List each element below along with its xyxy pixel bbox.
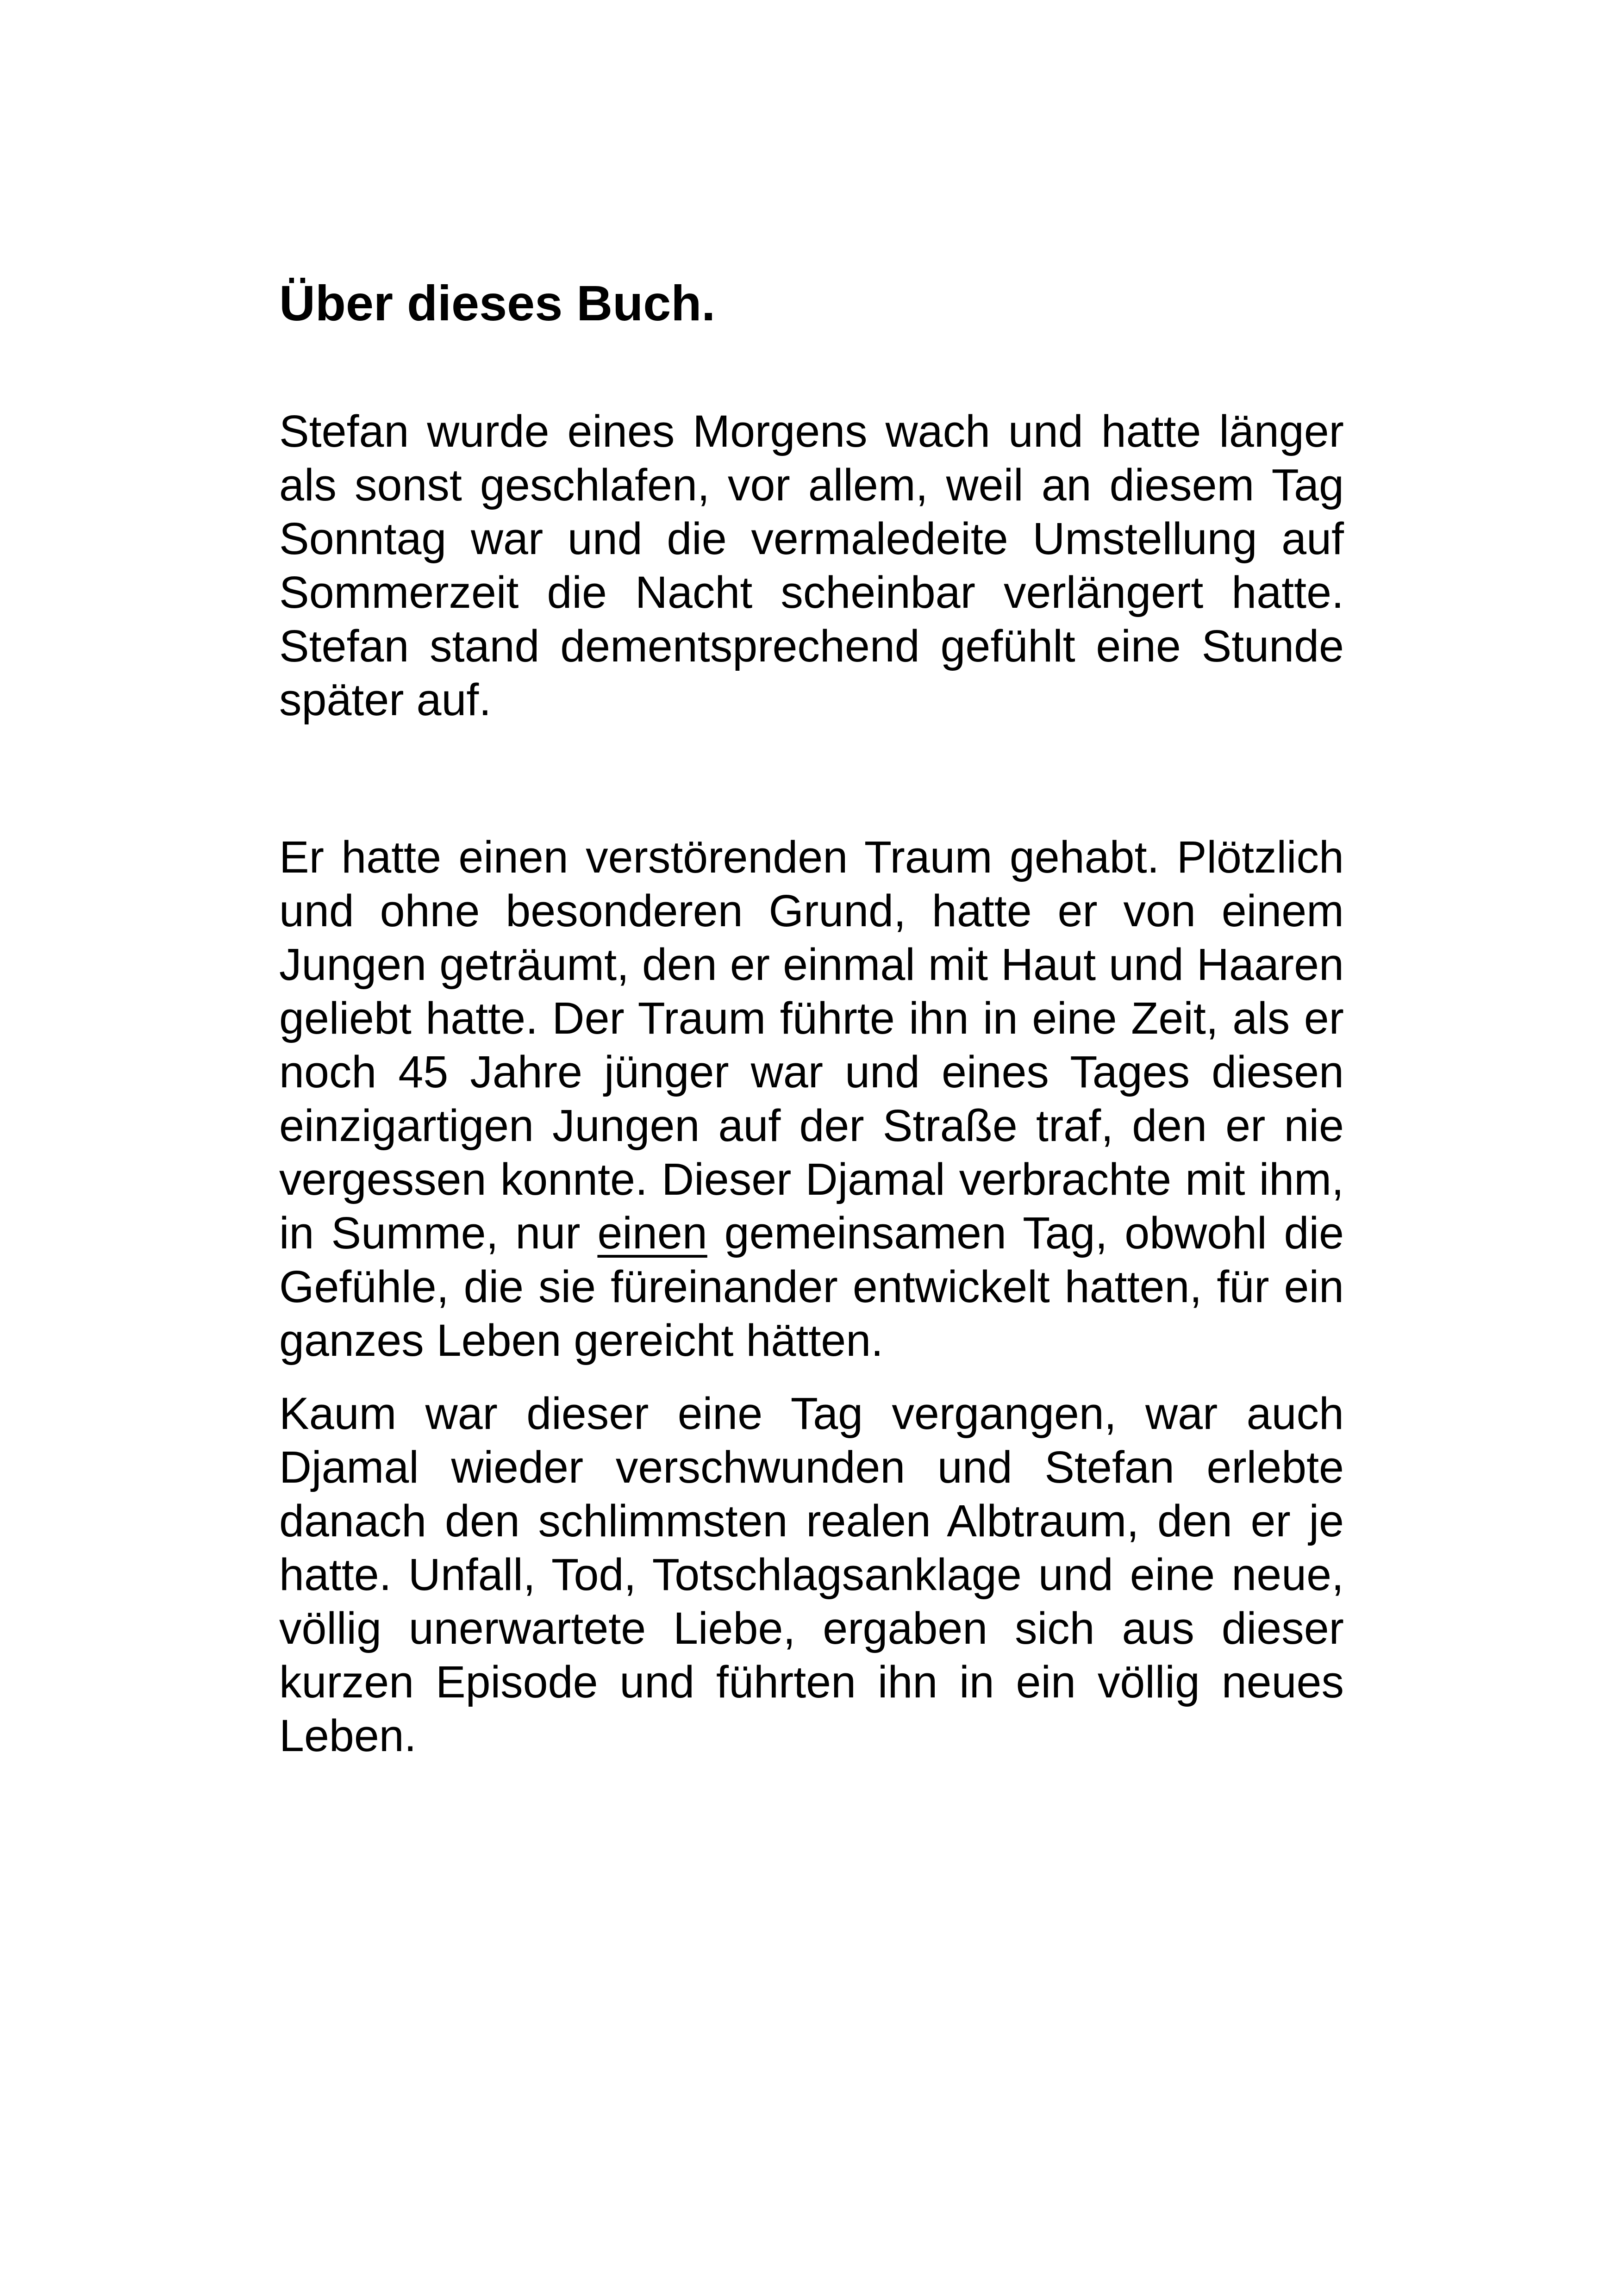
- paragraph-dream: [279, 830, 1344, 1367]
- paragraph-intro: Stefan wurde eines Morgens wach und hatte länger als sonst geschlafen, vor allem, weil an diesem Tag Sonntag war und die vermaledeite Umstellung auf Sommerzeit die Nacht scheinbar verlängert hatte. Stefan stand dementsprechend gefühlt eine Stunde später auf.: [279, 406, 1344, 725]
- document-body: [279, 273, 1344, 1763]
- paragraph-dream-text-after: gemeinsamen Tag, obwohl die Gefühle, die sie füreinander entwickelt hatten, für ein ganzes Leben gereicht hätten.: [279, 1208, 1344, 1366]
- paragraph-dream-text-before: Er hatte einen verstörenden Traum gehabt. Plötzlich und ohne besonderen Grund, hatte er von einem Jungen geträumt, den er einmal mit Haut und Haaren geliebt hatte. Der Traum führte ihn in eine Zeit, als er noch 45 Jahre jünger war und eines Tages diesen einzigartigen Jungen auf der Straße traf, den er nie vergessen konnte. Dieser Djamal verbrachte mit ihm, in Summe, nur: [279, 832, 1344, 1258]
- paragraph-aftermath: Kaum war dieser eine Tag vergangen, war auch Djamal wieder verschwunden und Stefan erlebte danach den schlimmsten realen Albtraum, den er je hatte. Unfall, Tod, Totschlagsanklage und eine neue, völlig unerwartete Liebe, ergaben sich aus dieser kurzen Episode und führten ihn in ein völlig neues Leben.: [279, 1388, 1344, 1761]
- underlined-word: einen: [597, 1208, 707, 1258]
- page-title: Über dieses Buch.: [279, 275, 716, 331]
